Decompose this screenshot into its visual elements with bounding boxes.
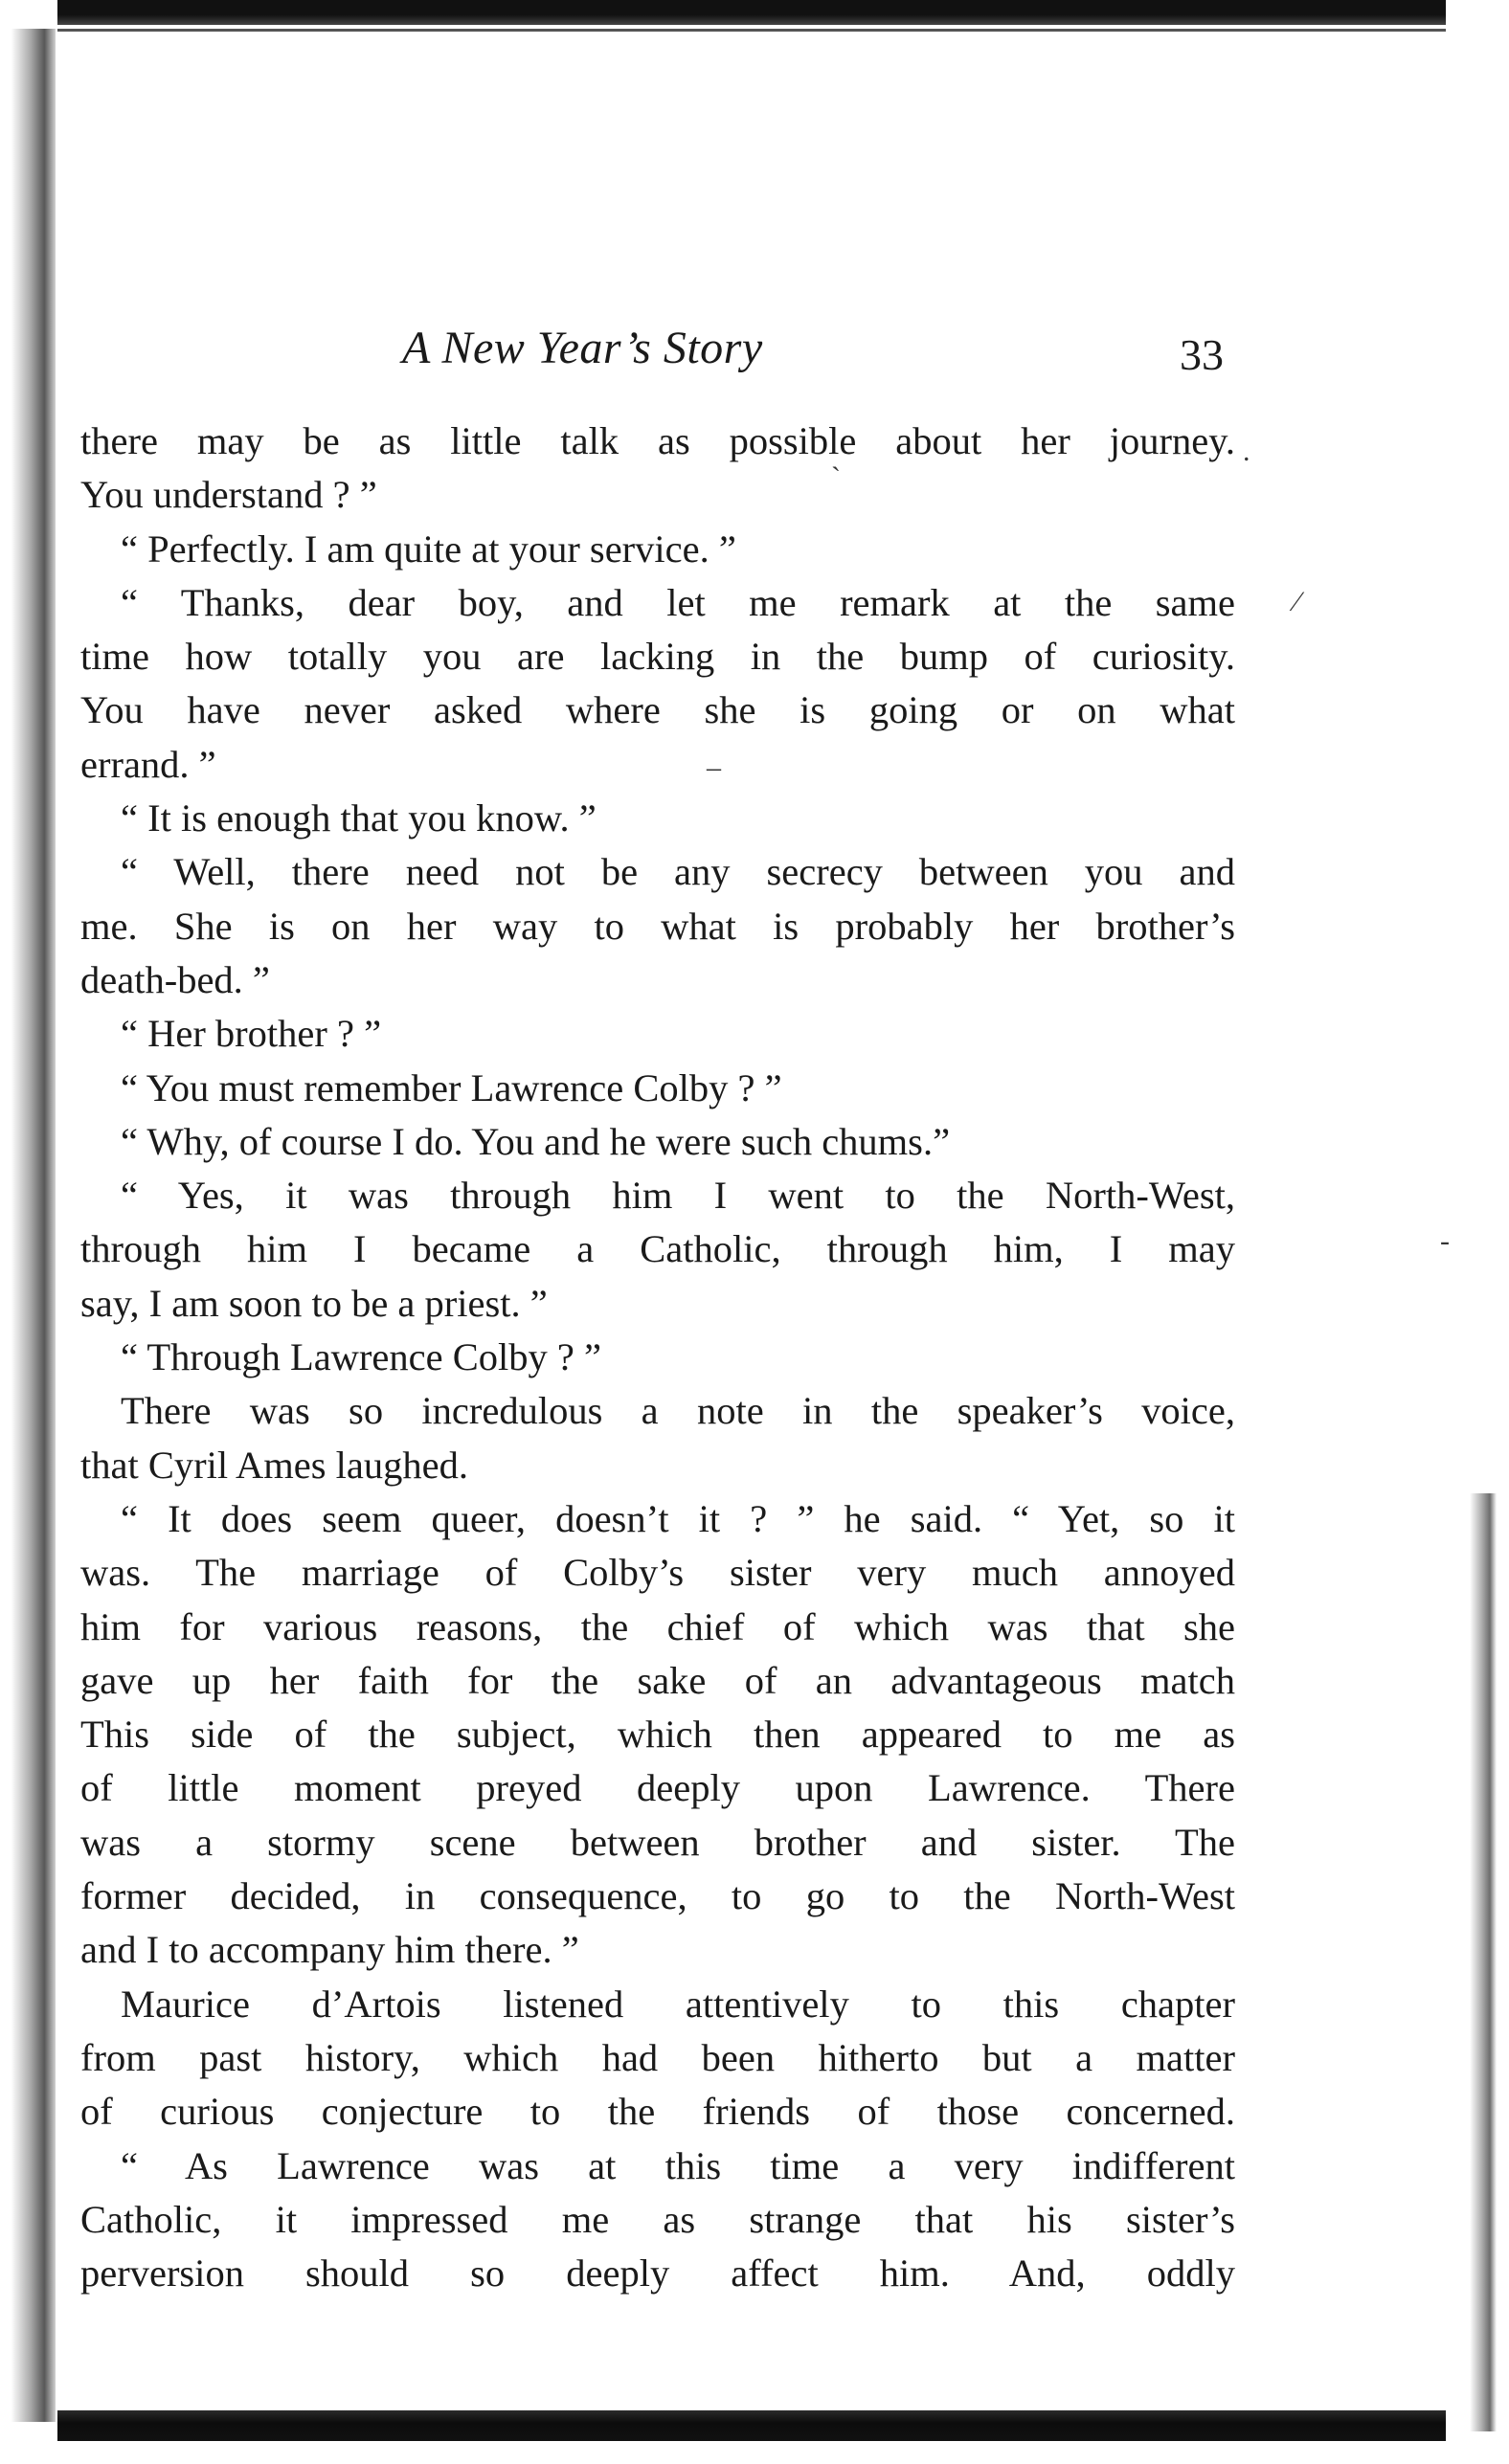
body-text bbox=[80, 414, 1235, 2300]
text-line: “ Why, of course I do. You and he were such chums.” bbox=[121, 1119, 951, 1163]
text-line: Maurice d’Artois listened attentively to this chapter bbox=[121, 1982, 1235, 2026]
text-line: “ Through Lawrence Colby ? ” bbox=[121, 1335, 601, 1379]
text-line: say, I am soon to be a priest. ” bbox=[80, 1281, 548, 1325]
text-line: “ Perfectly. I am quite at your service. ” bbox=[121, 526, 736, 571]
text-line: This side of the subject, which then appeared to me as bbox=[80, 1713, 1235, 1757]
running-head bbox=[0, 322, 1509, 389]
text-line: through him I became a Catholic, through him, I may bbox=[80, 1227, 1235, 1271]
text-line: “ As Lawrence was at this time a very indifferent bbox=[121, 2143, 1235, 2187]
text-line: “ It is enough that you know. ” bbox=[121, 796, 597, 840]
text-line: time how totally you are lacking in the bump of curiosity. bbox=[80, 635, 1235, 679]
text-line: “ Her brother ? ” bbox=[121, 1012, 382, 1056]
text-line: You have never asked where she is going or on what bbox=[80, 688, 1235, 732]
text-line: of little moment preyed deeply upon Lawrence. There bbox=[80, 1766, 1235, 1810]
scan-speck: . bbox=[1243, 436, 1250, 467]
scan-speck: ⁄ bbox=[1295, 586, 1300, 617]
page-number: 33 bbox=[1180, 330, 1224, 379]
text-line: death-bed. ” bbox=[80, 957, 270, 1001]
text-line: “ Well, there need not be any secrecy between you and bbox=[121, 850, 1235, 894]
text-line: “ Thanks, dear boy, and let me remark at the same bbox=[121, 580, 1235, 624]
text-line: “ You must remember Lawrence Colby ? ” bbox=[121, 1065, 782, 1109]
text-line: and I to accompany him there. ” bbox=[80, 1928, 579, 1972]
text-line: errand. ” bbox=[80, 742, 216, 786]
scan-speck: ` bbox=[831, 461, 841, 493]
text-line: was a stormy scene between brother and sister. The bbox=[80, 1820, 1235, 1864]
text-line: “ Yes, it was through him I went to the North-West, bbox=[121, 1174, 1235, 1218]
text-line: perversion should so deeply affect him. And, oddly bbox=[80, 2251, 1235, 2296]
scan-speck: - bbox=[1440, 1225, 1450, 1257]
text-line: There was so incredulous a note in the speaker’s voice, bbox=[121, 1389, 1235, 1433]
text-line: “ It does seem queer, doesn’t it ? ” he said. “ Yet, so it bbox=[121, 1496, 1235, 1540]
running-title: A New Year’s Story bbox=[402, 323, 763, 373]
text-line: was. The marriage of Colby’s sister very much annoyed bbox=[80, 1551, 1235, 1595]
text-line: from past history, which had been hitherto but a matter bbox=[80, 2035, 1235, 2079]
scan-border-top bbox=[57, 0, 1446, 25]
text-line: there may be as little talk as possible about her journey. bbox=[80, 419, 1235, 462]
text-line: that Cyril Ames laughed. bbox=[80, 1443, 468, 1487]
text-line: of curious conjecture to the friends of those concerned. bbox=[80, 2090, 1235, 2134]
text-line: gave up her faith for the sake of an advantageous match bbox=[80, 1658, 1235, 1702]
text-line: Catholic, it impressed me as strange that his sister’s bbox=[80, 2197, 1235, 2241]
text-line: him for various reasons, the chief of which was that she bbox=[80, 1604, 1235, 1648]
scan-border-top-rule bbox=[57, 29, 1446, 32]
scan-speck: – bbox=[707, 751, 721, 783]
text-line: me. She is on her way to what is probably her brother’s bbox=[80, 904, 1235, 948]
scan-gutter-right bbox=[1470, 1493, 1497, 2431]
text-line: You understand ? ” bbox=[80, 473, 377, 517]
text-line: former decided, in consequence, to go to the North-West bbox=[80, 1874, 1235, 1918]
scan-border-bottom bbox=[57, 2410, 1446, 2441]
